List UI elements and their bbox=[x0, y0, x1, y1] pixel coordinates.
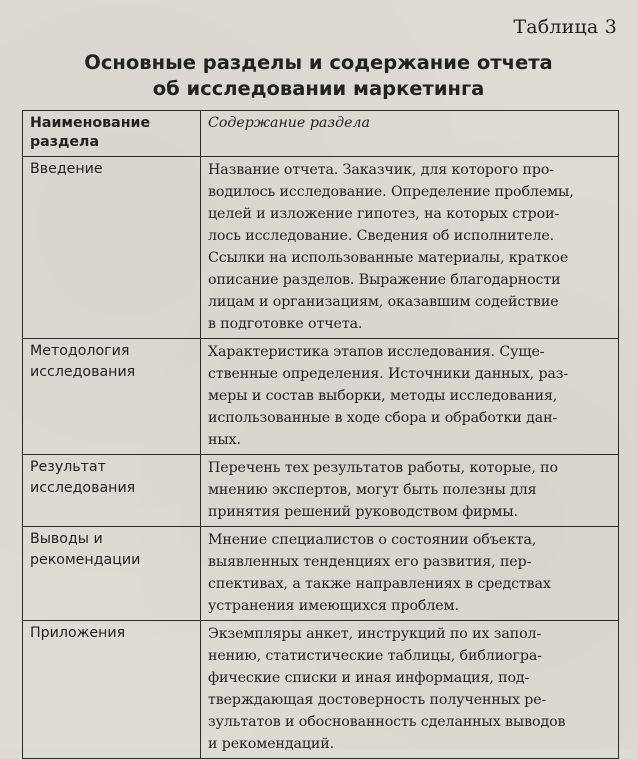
report-sections-table bbox=[22, 110, 619, 759]
table-body bbox=[23, 157, 619, 759]
section-content-line: Перечень тех результатов работы, которые, по bbox=[208, 460, 558, 476]
table-title-line-2: об исследовании маркетинга bbox=[152, 77, 485, 100]
table-row bbox=[23, 621, 619, 759]
section-content-line: Экземпляры анкет, инструкций по их запол- bbox=[208, 626, 542, 642]
section-content-cell bbox=[201, 527, 619, 621]
header-section-name bbox=[23, 111, 201, 157]
section-content-line: тверждающая достоверность полученных ре- bbox=[208, 692, 547, 708]
table-title-line-1: Основные разделы и содержание отчета bbox=[84, 51, 553, 74]
section-content-line: водилось исследование. Определение проблемы, bbox=[208, 184, 574, 200]
section-name-line: Методология bbox=[30, 343, 130, 359]
section-content-line: в подготовке отчета. bbox=[208, 316, 363, 332]
section-content-line: устранения имеющихся проблем. bbox=[208, 598, 459, 614]
section-name-cell bbox=[23, 339, 201, 455]
section-content-line: зультатов и обоснованность сделанных выводов bbox=[208, 714, 566, 730]
section-content-line: использованные в ходе сбора и обработки дан- bbox=[208, 410, 558, 426]
section-name-cell bbox=[23, 621, 201, 759]
section-content-cell bbox=[201, 621, 619, 759]
section-content-line: фические списки и иная информация, под- bbox=[208, 670, 530, 686]
section-name-line: Введение bbox=[30, 161, 103, 177]
header-section-content: Содержание раздела bbox=[201, 111, 619, 157]
section-content-line: меры и состав выборки, методы исследования, bbox=[208, 388, 558, 404]
section-content-line: лицам и организациям, оказавшим содействие bbox=[208, 294, 559, 310]
section-content-line: выявленных тенденциях его развития, пер- bbox=[208, 554, 532, 570]
section-name-line: рекомендации bbox=[30, 552, 141, 568]
header-section-name-line: Наименование bbox=[30, 115, 151, 131]
table-number-label: Таблица 3 bbox=[513, 16, 617, 38]
section-content-line: принятия решений руководством фирмы. bbox=[208, 504, 518, 520]
section-content-line: Мнение специалистов о состоянии объекта, bbox=[208, 532, 537, 548]
table-row bbox=[23, 527, 619, 621]
section-content-line: описание разделов. Выражение благодарности bbox=[208, 272, 561, 288]
section-content-line: спективах, а также направлениях в средствах bbox=[208, 576, 551, 592]
table-header-row bbox=[23, 111, 619, 157]
table-row bbox=[23, 157, 619, 339]
section-content-line: и рекомендаций. bbox=[208, 736, 334, 752]
section-content-line: ных. bbox=[208, 432, 241, 448]
section-content-line: Название отчета. Заказчик, для которого про- bbox=[208, 162, 554, 178]
section-content-line: нению, статистические таблицы, библиогра- bbox=[208, 648, 542, 664]
section-content-line: Ссылки на использованные материалы, краткое bbox=[208, 250, 569, 266]
section-name-cell bbox=[23, 157, 201, 339]
section-content-cell bbox=[201, 455, 619, 527]
header-section-name-line: раздела bbox=[30, 134, 100, 150]
section-name-line: исследования bbox=[30, 480, 136, 496]
table-row bbox=[23, 339, 619, 455]
section-content-line: лось исследование. Сведения об исполнителе. bbox=[208, 228, 555, 244]
section-content-line: Характеристика этапов исследования. Суще- bbox=[208, 344, 545, 360]
section-content-cell bbox=[201, 339, 619, 455]
section-name-line: Приложения bbox=[30, 625, 126, 641]
table-row bbox=[23, 455, 619, 527]
section-name-line: Результат bbox=[30, 459, 106, 475]
section-content-line: целей и изложение гипотез, на которых строи- bbox=[208, 206, 560, 222]
section-name-cell bbox=[23, 455, 201, 527]
section-content-cell bbox=[201, 157, 619, 339]
section-content-line: мнению экспертов, могут быть полезны для bbox=[208, 482, 537, 498]
section-name-line: исследования bbox=[30, 364, 136, 380]
section-content-line: ственные определения. Источники данных, раз- bbox=[208, 366, 569, 382]
section-name-line: Выводы и bbox=[30, 531, 103, 547]
section-name-cell bbox=[23, 527, 201, 621]
